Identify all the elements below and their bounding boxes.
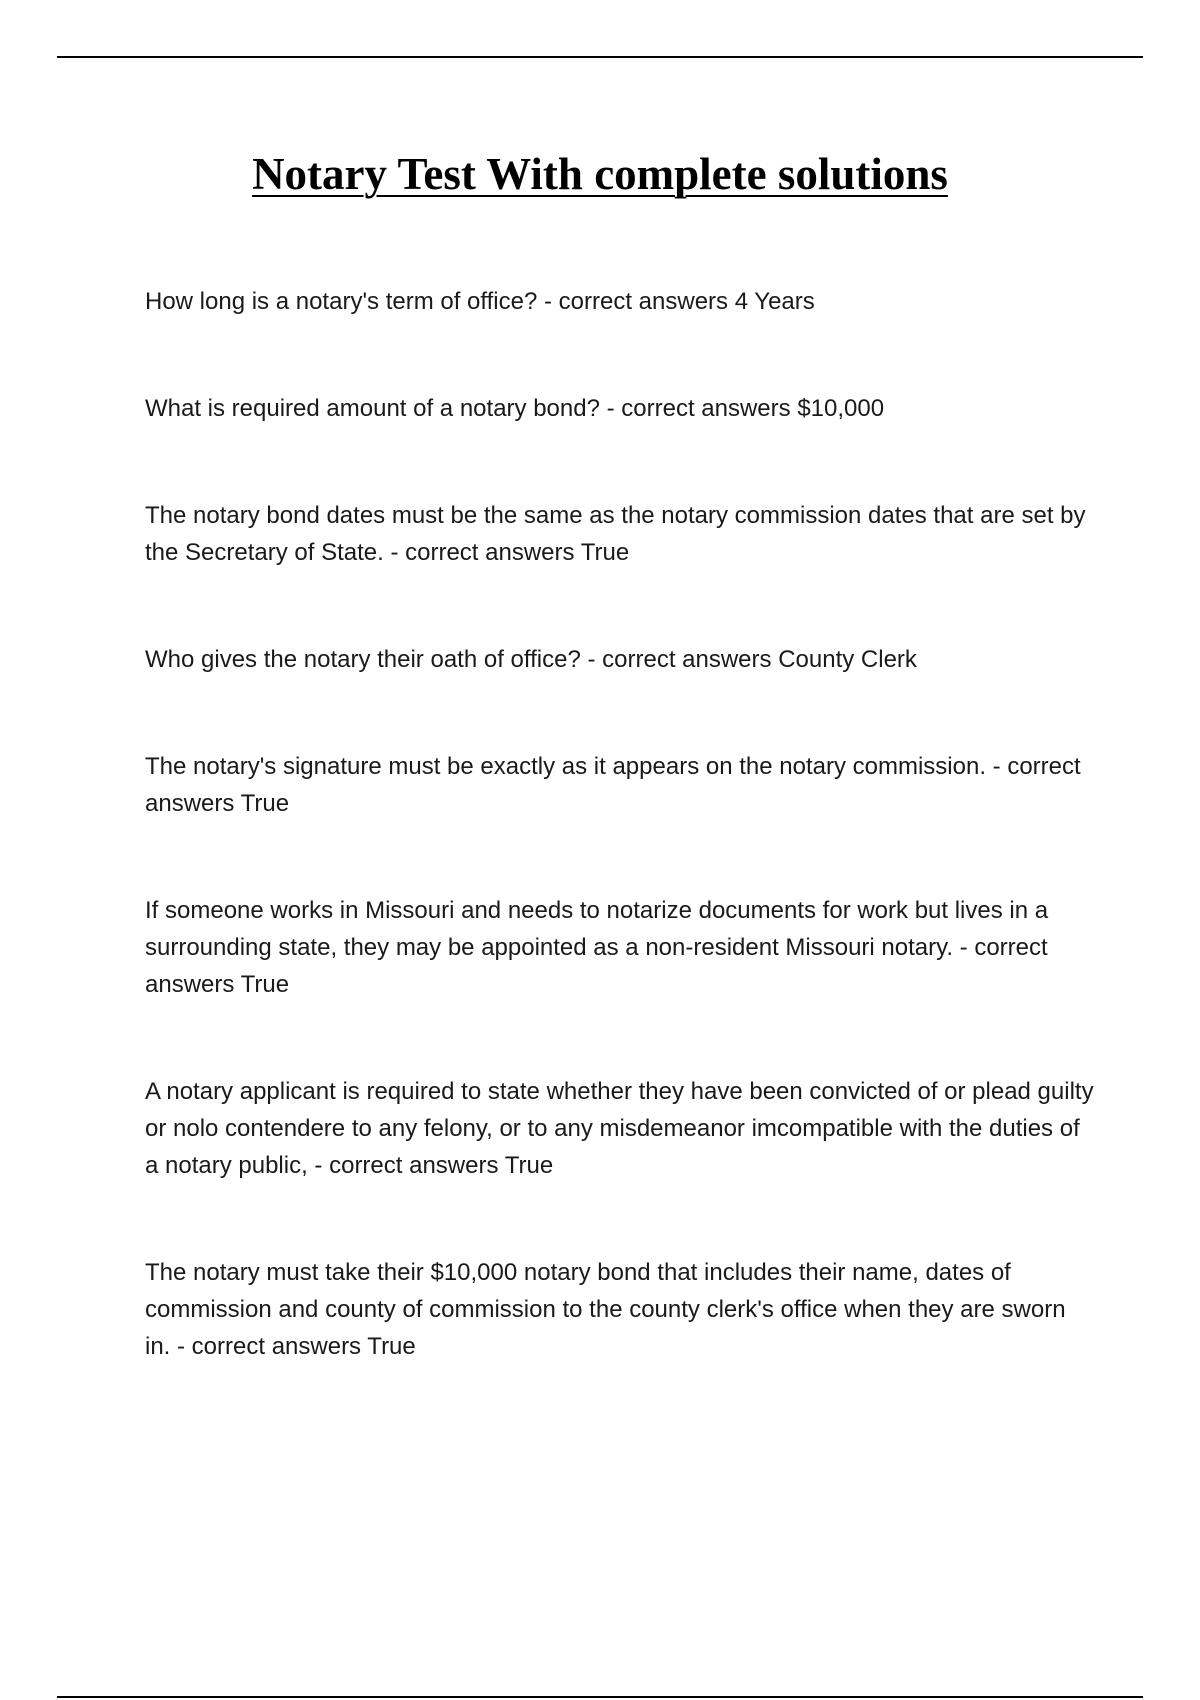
qa-item: What is required amount of a notary bond? - correct answers $10,000 [145, 395, 885, 422]
qa-item: The notary bond dates must be the same as the notary commission dates that are set by the Secretary of State. - correct answers True [145, 502, 1086, 566]
bottom-rule [57, 1696, 1143, 1698]
qa-item: The notary's signature must be exactly as it appears on the notary commission. - correct answers True [145, 753, 1081, 817]
top-rule [57, 56, 1143, 58]
qa-list [145, 283, 1095, 1435]
page-title: Notary Test With complete solutions [252, 149, 948, 199]
qa-item: The notary must take their $10,000 notary bond that includes their name, dates of commission and county of commission to the county clerk's office when they are sworn in. - correct answers True [145, 1259, 1066, 1360]
qa-item: Who gives the notary their oath of office? - correct answers County Clerk [145, 646, 917, 673]
qa-item: How long is a notary's term of office? - correct answers 4 Years [145, 288, 815, 315]
qa-item: If someone works in Missouri and needs to notarize documents for work but lives in a surrounding state, they may be appointed as a non-resident Missouri notary. - correct answers True [145, 897, 1049, 998]
qa-item: A notary applicant is required to state whether they have been convicted of or plead guilty or nolo contendere to any felony, or to any misdemeanor imcompatible with the duties of a notary public, - correct answers True [145, 1078, 1094, 1179]
